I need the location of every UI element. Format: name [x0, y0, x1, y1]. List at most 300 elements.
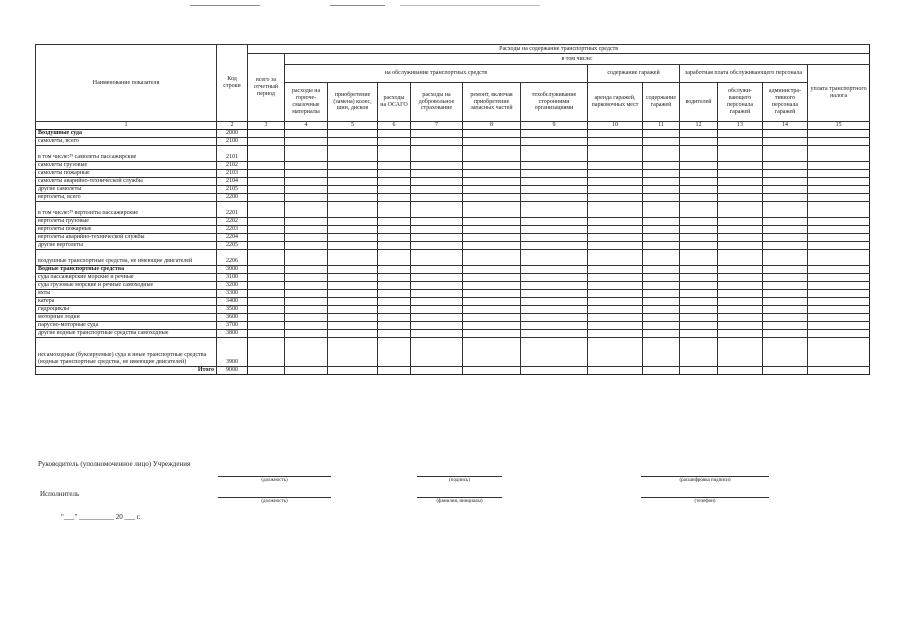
- value-input-cell[interactable]: [285, 233, 328, 241]
- value-input-cell[interactable]: [643, 169, 680, 177]
- value-input-cell[interactable]: [521, 265, 588, 273]
- value-input-cell[interactable]: [588, 289, 643, 297]
- value-input-cell[interactable]: [718, 137, 763, 145]
- value-input-cell[interactable]: [248, 321, 285, 329]
- value-input-cell[interactable]: [643, 265, 680, 273]
- value-input-cell[interactable]: [328, 129, 378, 137]
- value-input-cell[interactable]: [763, 313, 808, 321]
- value-input-cell[interactable]: [718, 366, 763, 374]
- value-input-cell[interactable]: [463, 329, 521, 337]
- value-input-cell[interactable]: [285, 313, 328, 321]
- value-input-cell[interactable]: [521, 337, 588, 366]
- value-input-cell[interactable]: [588, 217, 643, 225]
- value-input-cell[interactable]: [718, 305, 763, 313]
- value-input-cell[interactable]: [378, 177, 411, 185]
- value-input-cell[interactable]: [248, 281, 285, 289]
- value-input-cell[interactable]: [463, 169, 521, 177]
- value-input-cell[interactable]: [285, 225, 328, 233]
- value-input-cell[interactable]: [463, 265, 521, 273]
- value-input-cell[interactable]: [328, 193, 378, 201]
- value-input-cell[interactable]: [763, 337, 808, 366]
- value-input-cell[interactable]: [588, 329, 643, 337]
- value-input-cell[interactable]: [248, 273, 285, 281]
- value-input-cell[interactable]: [808, 249, 870, 265]
- value-input-cell[interactable]: [521, 321, 588, 329]
- value-input-cell[interactable]: [588, 241, 643, 249]
- value-input-cell[interactable]: [285, 201, 328, 217]
- value-input-cell[interactable]: [680, 337, 718, 366]
- value-input-cell[interactable]: [378, 249, 411, 265]
- value-input-cell[interactable]: [808, 289, 870, 297]
- value-input-cell[interactable]: [680, 193, 718, 201]
- value-input-cell[interactable]: [680, 233, 718, 241]
- value-input-cell[interactable]: [763, 137, 808, 145]
- value-input-cell[interactable]: [411, 337, 463, 366]
- value-input-cell[interactable]: [763, 217, 808, 225]
- value-input-cell[interactable]: [763, 329, 808, 337]
- value-input-cell[interactable]: [328, 337, 378, 366]
- value-input-cell[interactable]: [521, 129, 588, 137]
- value-input-cell[interactable]: [521, 233, 588, 241]
- value-input-cell[interactable]: [808, 329, 870, 337]
- value-input-cell[interactable]: [285, 169, 328, 177]
- value-input-cell[interactable]: [718, 313, 763, 321]
- value-input-cell[interactable]: [718, 273, 763, 281]
- value-input-cell[interactable]: [763, 129, 808, 137]
- value-input-cell[interactable]: [643, 177, 680, 185]
- value-input-cell[interactable]: [808, 337, 870, 366]
- value-input-cell[interactable]: [463, 305, 521, 313]
- value-input-cell[interactable]: [285, 177, 328, 185]
- value-input-cell[interactable]: [328, 169, 378, 177]
- value-input-cell[interactable]: [378, 129, 411, 137]
- value-input-cell[interactable]: [680, 289, 718, 297]
- value-input-cell[interactable]: [378, 233, 411, 241]
- value-input-cell[interactable]: [285, 185, 328, 193]
- value-input-cell[interactable]: [285, 366, 328, 374]
- value-input-cell[interactable]: [248, 169, 285, 177]
- value-input-cell[interactable]: [763, 241, 808, 249]
- value-input-cell[interactable]: [328, 313, 378, 321]
- value-input-cell[interactable]: [643, 137, 680, 145]
- value-input-cell[interactable]: [521, 313, 588, 321]
- value-input-cell[interactable]: [463, 177, 521, 185]
- value-input-cell[interactable]: [808, 201, 870, 217]
- value-input-cell[interactable]: [680, 265, 718, 273]
- value-input-cell[interactable]: [718, 337, 763, 366]
- value-input-cell[interactable]: [463, 241, 521, 249]
- value-input-cell[interactable]: [718, 145, 763, 161]
- value-input-cell[interactable]: [763, 273, 808, 281]
- value-input-cell[interactable]: [680, 321, 718, 329]
- value-input-cell[interactable]: [588, 273, 643, 281]
- value-input-cell[interactable]: [521, 185, 588, 193]
- value-input-cell[interactable]: [521, 249, 588, 265]
- value-input-cell[interactable]: [463, 185, 521, 193]
- value-input-cell[interactable]: [680, 201, 718, 217]
- value-input-cell[interactable]: [643, 329, 680, 337]
- value-input-cell[interactable]: [521, 329, 588, 337]
- value-input-cell[interactable]: [680, 313, 718, 321]
- value-input-cell[interactable]: [328, 217, 378, 225]
- value-input-cell[interactable]: [763, 185, 808, 193]
- value-input-cell[interactable]: [463, 137, 521, 145]
- value-input-cell[interactable]: [285, 297, 328, 305]
- value-input-cell[interactable]: [248, 137, 285, 145]
- value-input-cell[interactable]: [463, 249, 521, 265]
- value-input-cell[interactable]: [588, 161, 643, 169]
- value-input-cell[interactable]: [463, 337, 521, 366]
- value-input-cell[interactable]: [378, 169, 411, 177]
- value-input-cell[interactable]: [463, 201, 521, 217]
- value-input-cell[interactable]: [588, 281, 643, 289]
- value-input-cell[interactable]: [643, 185, 680, 193]
- value-input-cell[interactable]: [378, 305, 411, 313]
- value-input-cell[interactable]: [378, 366, 411, 374]
- value-input-cell[interactable]: [463, 297, 521, 305]
- value-input-cell[interactable]: [680, 329, 718, 337]
- value-input-cell[interactable]: [588, 366, 643, 374]
- value-input-cell[interactable]: [643, 161, 680, 169]
- value-input-cell[interactable]: [521, 161, 588, 169]
- value-input-cell[interactable]: [808, 193, 870, 201]
- value-input-cell[interactable]: [411, 129, 463, 137]
- value-input-cell[interactable]: [411, 289, 463, 297]
- value-input-cell[interactable]: [463, 225, 521, 233]
- value-input-cell[interactable]: [643, 225, 680, 233]
- value-input-cell[interactable]: [285, 321, 328, 329]
- value-input-cell[interactable]: [680, 366, 718, 374]
- value-input-cell[interactable]: [411, 241, 463, 249]
- value-input-cell[interactable]: [411, 145, 463, 161]
- value-input-cell[interactable]: [411, 233, 463, 241]
- value-input-cell[interactable]: [680, 273, 718, 281]
- value-input-cell[interactable]: [718, 281, 763, 289]
- value-input-cell[interactable]: [248, 289, 285, 297]
- value-input-cell[interactable]: [521, 225, 588, 233]
- value-input-cell[interactable]: [378, 273, 411, 281]
- value-input-cell[interactable]: [588, 233, 643, 241]
- value-input-cell[interactable]: [285, 273, 328, 281]
- value-input-cell[interactable]: [378, 329, 411, 337]
- value-input-cell[interactable]: [521, 366, 588, 374]
- value-input-cell[interactable]: [718, 265, 763, 273]
- value-input-cell[interactable]: [521, 241, 588, 249]
- value-input-cell[interactable]: [588, 249, 643, 265]
- value-input-cell[interactable]: [588, 297, 643, 305]
- value-input-cell[interactable]: [521, 177, 588, 185]
- value-input-cell[interactable]: [411, 305, 463, 313]
- value-input-cell[interactable]: [411, 281, 463, 289]
- value-input-cell[interactable]: [463, 161, 521, 169]
- value-input-cell[interactable]: [680, 129, 718, 137]
- value-input-cell[interactable]: [808, 177, 870, 185]
- value-input-cell[interactable]: [328, 297, 378, 305]
- value-input-cell[interactable]: [521, 305, 588, 313]
- value-input-cell[interactable]: [248, 241, 285, 249]
- value-input-cell[interactable]: [328, 185, 378, 193]
- value-input-cell[interactable]: [463, 366, 521, 374]
- value-input-cell[interactable]: [808, 185, 870, 193]
- value-input-cell[interactable]: [680, 217, 718, 225]
- value-input-cell[interactable]: [521, 281, 588, 289]
- value-input-cell[interactable]: [718, 201, 763, 217]
- value-input-cell[interactable]: [463, 281, 521, 289]
- value-input-cell[interactable]: [248, 366, 285, 374]
- value-input-cell[interactable]: [328, 329, 378, 337]
- value-input-cell[interactable]: [248, 225, 285, 233]
- value-input-cell[interactable]: [643, 313, 680, 321]
- value-input-cell[interactable]: [763, 177, 808, 185]
- value-input-cell[interactable]: [378, 289, 411, 297]
- value-input-cell[interactable]: [643, 193, 680, 201]
- value-input-cell[interactable]: [680, 177, 718, 185]
- value-input-cell[interactable]: [411, 313, 463, 321]
- value-input-cell[interactable]: [643, 233, 680, 241]
- value-input-cell[interactable]: [378, 217, 411, 225]
- value-input-cell[interactable]: [411, 185, 463, 193]
- value-input-cell[interactable]: [378, 337, 411, 366]
- value-input-cell[interactable]: [328, 137, 378, 145]
- value-input-cell[interactable]: [285, 217, 328, 225]
- value-input-cell[interactable]: [285, 241, 328, 249]
- value-input-cell[interactable]: [763, 225, 808, 233]
- value-input-cell[interactable]: [521, 145, 588, 161]
- value-input-cell[interactable]: [643, 145, 680, 161]
- value-input-cell[interactable]: [521, 137, 588, 145]
- value-input-cell[interactable]: [718, 225, 763, 233]
- value-input-cell[interactable]: [718, 241, 763, 249]
- value-input-cell[interactable]: [680, 145, 718, 161]
- value-input-cell[interactable]: [378, 145, 411, 161]
- value-input-cell[interactable]: [285, 249, 328, 265]
- value-input-cell[interactable]: [248, 145, 285, 161]
- value-input-cell[interactable]: [808, 313, 870, 321]
- value-input-cell[interactable]: [588, 265, 643, 273]
- value-input-cell[interactable]: [763, 366, 808, 374]
- value-input-cell[interactable]: [588, 177, 643, 185]
- value-input-cell[interactable]: [285, 145, 328, 161]
- value-input-cell[interactable]: [718, 321, 763, 329]
- value-input-cell[interactable]: [463, 321, 521, 329]
- value-input-cell[interactable]: [328, 321, 378, 329]
- value-input-cell[interactable]: [285, 337, 328, 366]
- value-input-cell[interactable]: [588, 137, 643, 145]
- value-input-cell[interactable]: [680, 137, 718, 145]
- value-input-cell[interactable]: [588, 305, 643, 313]
- value-input-cell[interactable]: [248, 313, 285, 321]
- value-input-cell[interactable]: [763, 289, 808, 297]
- value-input-cell[interactable]: [808, 273, 870, 281]
- value-input-cell[interactable]: [643, 129, 680, 137]
- value-input-cell[interactable]: [763, 161, 808, 169]
- value-input-cell[interactable]: [763, 193, 808, 201]
- value-input-cell[interactable]: [763, 265, 808, 273]
- value-input-cell[interactable]: [808, 241, 870, 249]
- value-input-cell[interactable]: [680, 169, 718, 177]
- value-input-cell[interactable]: [808, 297, 870, 305]
- value-input-cell[interactable]: [718, 329, 763, 337]
- value-input-cell[interactable]: [718, 297, 763, 305]
- value-input-cell[interactable]: [808, 366, 870, 374]
- value-input-cell[interactable]: [588, 145, 643, 161]
- value-input-cell[interactable]: [248, 129, 285, 137]
- value-input-cell[interactable]: [328, 289, 378, 297]
- value-input-cell[interactable]: [248, 305, 285, 313]
- value-input-cell[interactable]: [763, 321, 808, 329]
- value-input-cell[interactable]: [763, 169, 808, 177]
- value-input-cell[interactable]: [763, 305, 808, 313]
- value-input-cell[interactable]: [285, 305, 328, 313]
- value-input-cell[interactable]: [718, 249, 763, 265]
- value-input-cell[interactable]: [411, 201, 463, 217]
- value-input-cell[interactable]: [763, 145, 808, 161]
- value-input-cell[interactable]: [328, 225, 378, 233]
- value-input-cell[interactable]: [588, 225, 643, 233]
- value-input-cell[interactable]: [808, 225, 870, 233]
- value-input-cell[interactable]: [808, 217, 870, 225]
- value-input-cell[interactable]: [285, 193, 328, 201]
- value-input-cell[interactable]: [248, 161, 285, 169]
- value-input-cell[interactable]: [328, 145, 378, 161]
- value-input-cell[interactable]: [808, 145, 870, 161]
- value-input-cell[interactable]: [328, 281, 378, 289]
- value-input-cell[interactable]: [643, 305, 680, 313]
- value-input-cell[interactable]: [521, 169, 588, 177]
- value-input-cell[interactable]: [763, 249, 808, 265]
- value-input-cell[interactable]: [378, 185, 411, 193]
- value-input-cell[interactable]: [643, 321, 680, 329]
- value-input-cell[interactable]: [808, 129, 870, 137]
- value-input-cell[interactable]: [521, 297, 588, 305]
- value-input-cell[interactable]: [588, 313, 643, 321]
- value-input-cell[interactable]: [521, 217, 588, 225]
- value-input-cell[interactable]: [808, 137, 870, 145]
- value-input-cell[interactable]: [808, 161, 870, 169]
- value-input-cell[interactable]: [285, 161, 328, 169]
- value-input-cell[interactable]: [808, 233, 870, 241]
- value-input-cell[interactable]: [718, 233, 763, 241]
- value-input-cell[interactable]: [718, 185, 763, 193]
- value-input-cell[interactable]: [248, 193, 285, 201]
- value-input-cell[interactable]: [411, 249, 463, 265]
- value-input-cell[interactable]: [680, 241, 718, 249]
- value-input-cell[interactable]: [411, 321, 463, 329]
- value-input-cell[interactable]: [718, 177, 763, 185]
- value-input-cell[interactable]: [718, 193, 763, 201]
- value-input-cell[interactable]: [411, 137, 463, 145]
- value-input-cell[interactable]: [248, 185, 285, 193]
- value-input-cell[interactable]: [680, 281, 718, 289]
- value-input-cell[interactable]: [285, 329, 328, 337]
- value-input-cell[interactable]: [328, 265, 378, 273]
- value-input-cell[interactable]: [463, 273, 521, 281]
- value-input-cell[interactable]: [763, 201, 808, 217]
- value-input-cell[interactable]: [680, 249, 718, 265]
- value-input-cell[interactable]: [411, 273, 463, 281]
- value-input-cell[interactable]: [248, 233, 285, 241]
- value-input-cell[interactable]: [763, 297, 808, 305]
- value-input-cell[interactable]: [521, 273, 588, 281]
- value-input-cell[interactable]: [588, 201, 643, 217]
- value-input-cell[interactable]: [718, 161, 763, 169]
- value-input-cell[interactable]: [643, 201, 680, 217]
- value-input-cell[interactable]: [463, 129, 521, 137]
- value-input-cell[interactable]: [411, 265, 463, 273]
- value-input-cell[interactable]: [328, 249, 378, 265]
- value-input-cell[interactable]: [248, 329, 285, 337]
- value-input-cell[interactable]: [328, 366, 378, 374]
- value-input-cell[interactable]: [680, 225, 718, 233]
- value-input-cell[interactable]: [328, 305, 378, 313]
- value-input-cell[interactable]: [285, 137, 328, 145]
- value-input-cell[interactable]: [680, 161, 718, 169]
- value-input-cell[interactable]: [411, 161, 463, 169]
- value-input-cell[interactable]: [328, 177, 378, 185]
- value-input-cell[interactable]: [588, 321, 643, 329]
- value-input-cell[interactable]: [808, 169, 870, 177]
- value-input-cell[interactable]: [285, 281, 328, 289]
- value-input-cell[interactable]: [378, 265, 411, 273]
- value-input-cell[interactable]: [378, 201, 411, 217]
- value-input-cell[interactable]: [643, 273, 680, 281]
- value-input-cell[interactable]: [328, 161, 378, 169]
- value-input-cell[interactable]: [643, 281, 680, 289]
- value-input-cell[interactable]: [808, 305, 870, 313]
- value-input-cell[interactable]: [643, 217, 680, 225]
- value-input-cell[interactable]: [643, 249, 680, 265]
- value-input-cell[interactable]: [521, 289, 588, 297]
- value-input-cell[interactable]: [643, 289, 680, 297]
- value-input-cell[interactable]: [248, 217, 285, 225]
- value-input-cell[interactable]: [411, 193, 463, 201]
- value-input-cell[interactable]: [588, 337, 643, 366]
- value-input-cell[interactable]: [328, 233, 378, 241]
- value-input-cell[interactable]: [328, 241, 378, 249]
- value-input-cell[interactable]: [521, 201, 588, 217]
- value-input-cell[interactable]: [285, 289, 328, 297]
- value-input-cell[interactable]: [643, 366, 680, 374]
- value-input-cell[interactable]: [411, 169, 463, 177]
- value-input-cell[interactable]: [808, 265, 870, 273]
- value-input-cell[interactable]: [763, 233, 808, 241]
- value-input-cell[interactable]: [378, 225, 411, 233]
- value-input-cell[interactable]: [411, 217, 463, 225]
- value-input-cell[interactable]: [378, 137, 411, 145]
- value-input-cell[interactable]: [378, 193, 411, 201]
- value-input-cell[interactable]: [718, 169, 763, 177]
- value-input-cell[interactable]: [808, 281, 870, 289]
- value-input-cell[interactable]: [411, 225, 463, 233]
- value-input-cell[interactable]: [248, 201, 285, 217]
- value-input-cell[interactable]: [718, 217, 763, 225]
- value-input-cell[interactable]: [718, 129, 763, 137]
- value-input-cell[interactable]: [680, 305, 718, 313]
- value-input-cell[interactable]: [643, 241, 680, 249]
- value-input-cell[interactable]: [328, 273, 378, 281]
- value-input-cell[interactable]: [588, 193, 643, 201]
- value-input-cell[interactable]: [463, 193, 521, 201]
- value-input-cell[interactable]: [248, 265, 285, 273]
- value-input-cell[interactable]: [411, 329, 463, 337]
- value-input-cell[interactable]: [248, 297, 285, 305]
- value-input-cell[interactable]: [285, 129, 328, 137]
- value-input-cell[interactable]: [643, 297, 680, 305]
- value-input-cell[interactable]: [463, 289, 521, 297]
- value-input-cell[interactable]: [463, 145, 521, 161]
- value-input-cell[interactable]: [378, 321, 411, 329]
- value-input-cell[interactable]: [588, 129, 643, 137]
